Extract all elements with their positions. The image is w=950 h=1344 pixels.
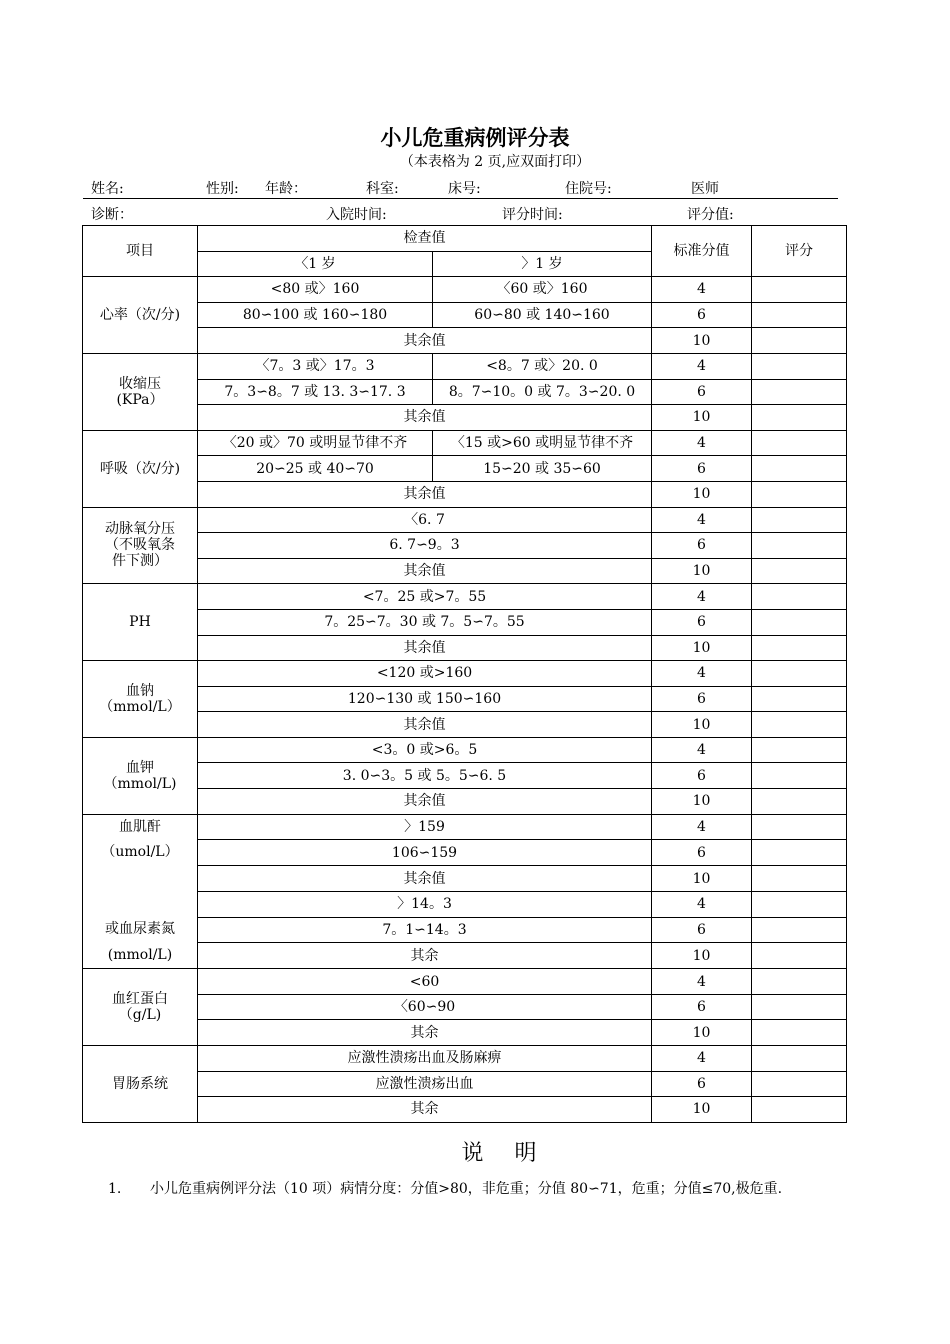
standard-score-cell: 6 (652, 1071, 752, 1097)
bed-number-label: 床号: (448, 181, 481, 197)
page-subtitle: （本表格为 2 页,应双面打印） (399, 154, 591, 170)
over-1-year-value-cell: 〈60 或〉160 (433, 277, 652, 303)
score-value-label: 评分值: (687, 207, 734, 223)
score-entry-cell[interactable] (752, 533, 847, 559)
over-1-year-value-cell: <8。7 或〉20. 0 (433, 353, 652, 379)
standard-score-cell: 4 (652, 507, 752, 533)
standard-score-cell: 10 (652, 328, 752, 354)
header-check: 检查值 (198, 226, 652, 252)
standard-score-cell: 4 (652, 737, 752, 763)
check-value-cell: 6. 7∽9。3 (198, 533, 652, 559)
table-row (83, 481, 847, 507)
check-value-cell: 106∽159 (198, 840, 652, 866)
department-label: 科室: (366, 181, 399, 197)
table-row (83, 814, 847, 840)
standard-score-cell: 6 (652, 686, 752, 712)
check-value-cell: <60 (198, 969, 652, 995)
item-label-cell: PH (83, 584, 198, 661)
check-value-cell: 120∽130 或 150∽160 (198, 686, 652, 712)
standard-score-cell: 6 (652, 609, 752, 635)
table-header-row (83, 226, 847, 252)
table-row (83, 737, 847, 763)
score-entry-cell[interactable] (752, 712, 847, 738)
table-row (83, 584, 847, 610)
check-value-cell: 〉159 (198, 814, 652, 840)
table-row (83, 891, 847, 917)
table-row (83, 328, 847, 354)
table-row (83, 405, 847, 431)
table-row (83, 917, 847, 943)
scoring-table (82, 225, 847, 1123)
header-under-1-year: 〈1 岁 (198, 251, 433, 277)
header-score: 评分 (752, 226, 847, 277)
score-entry-cell[interactable] (752, 379, 847, 405)
standard-score-cell: 6 (652, 917, 752, 943)
check-value-cell: 应激性溃疡出血 (198, 1071, 652, 1097)
score-entry-cell[interactable] (752, 558, 847, 584)
admission-time-label: 入院时间: (326, 207, 387, 223)
note-text: 小儿危重病例评分法（10 项）病情分度：分值>80，非危重；分值 80∽71，危重；分值≤70,极危重. (150, 1181, 783, 1197)
standard-score-cell: 4 (652, 584, 752, 610)
header-standard-score: 标准分值 (652, 226, 752, 277)
score-entry-cell[interactable] (752, 840, 847, 866)
check-value-cell: 应激性溃疡出血及肠麻痹 (198, 1046, 652, 1072)
score-entry-cell[interactable] (752, 353, 847, 379)
table-row (83, 763, 847, 789)
score-entry-cell[interactable] (752, 584, 847, 610)
score-entry-cell[interactable] (752, 994, 847, 1020)
check-value-cell: <120 或>160 (198, 661, 652, 687)
table-row (83, 558, 847, 584)
check-value-cell: 7。25∽7。30 或 7。5∽7。55 (198, 609, 652, 635)
standard-score-cell: 10 (652, 789, 752, 815)
score-entry-cell[interactable] (752, 1097, 847, 1123)
score-entry-cell[interactable] (752, 917, 847, 943)
item-label-cell: 血肌酐 （umol/L） 或血尿素氮 (mmol/L) (83, 814, 198, 969)
table-row (83, 840, 847, 866)
table-row (83, 994, 847, 1020)
score-entry-cell[interactable] (752, 507, 847, 533)
table-row (83, 789, 847, 815)
check-value-cell: 3. 0∽3。5 或 5。5∽6. 5 (198, 763, 652, 789)
standard-score-cell: 10 (652, 943, 752, 969)
check-value-cell: 其余 (198, 1097, 652, 1123)
standard-score-cell: 10 (652, 866, 752, 892)
check-value-cell: 其余 (198, 943, 652, 969)
score-entry-cell[interactable] (752, 763, 847, 789)
score-entry-cell[interactable] (752, 277, 847, 303)
under-1-year-value-cell: 20∽25 或 40∽70 (198, 456, 433, 482)
score-entry-cell[interactable] (752, 686, 847, 712)
check-value-cell: 〈60∽90 (198, 994, 652, 1020)
note-item (108, 1178, 782, 1198)
table-row (83, 712, 847, 738)
check-value-cell: <3。0 或>6。5 (198, 737, 652, 763)
table-row (83, 943, 847, 969)
standard-score-cell: 4 (652, 1046, 752, 1072)
check-value-cell: <7。25 或>7。55 (198, 584, 652, 610)
standard-score-cell: 10 (652, 635, 752, 661)
table-row (83, 456, 847, 482)
score-entry-cell[interactable] (752, 328, 847, 354)
table-row (83, 609, 847, 635)
standard-score-cell: 6 (652, 379, 752, 405)
score-entry-cell[interactable] (752, 891, 847, 917)
table-row (83, 661, 847, 687)
score-entry-cell[interactable] (752, 814, 847, 840)
score-entry-cell[interactable] (752, 866, 847, 892)
check-value-cell: 其余值 (198, 481, 652, 507)
check-value-cell: 〉14。3 (198, 891, 652, 917)
standard-score-cell: 10 (652, 1020, 752, 1046)
under-1-year-value-cell: 〈20 或〉70 或明显节律不齐 (198, 430, 433, 456)
check-value-cell: 其余值 (198, 789, 652, 815)
score-entry-cell[interactable] (752, 661, 847, 687)
header-item: 项目 (83, 226, 198, 277)
scoring-time-label: 评分时间: (502, 207, 563, 223)
standard-score-cell: 6 (652, 840, 752, 866)
table-row (83, 686, 847, 712)
item-label-cell: 血钠 （mmol/L） (83, 661, 198, 738)
over-1-year-value-cell: 60∽80 或 140∽160 (433, 302, 652, 328)
score-entry-cell[interactable] (752, 789, 847, 815)
score-entry-cell[interactable] (752, 456, 847, 482)
check-value-cell: 其余值 (198, 712, 652, 738)
check-value-cell: 7。1∽14。3 (198, 917, 652, 943)
score-entry-cell[interactable] (752, 481, 847, 507)
standard-score-cell: 10 (652, 1097, 752, 1123)
item-label-cell: 心率（次/分) (83, 277, 198, 354)
gender-label: 性别: (206, 181, 239, 197)
over-1-year-value-cell: 〈15 或>60 或明显节律不齐 (433, 430, 652, 456)
note-number: 1. (108, 1181, 122, 1197)
item-label-cell: 血钾 （mmol/L) (83, 737, 198, 814)
standard-score-cell: 10 (652, 712, 752, 738)
score-entry-cell[interactable] (752, 1020, 847, 1046)
info-divider (83, 198, 838, 199)
standard-score-cell: 6 (652, 994, 752, 1020)
table-row (83, 1097, 847, 1123)
standard-score-cell: 4 (652, 661, 752, 687)
standard-score-cell: 4 (652, 277, 752, 303)
score-entry-cell[interactable] (752, 1046, 847, 1072)
item-label-cell: 血红蛋白 （g/L) (83, 969, 198, 1046)
table-row (83, 353, 847, 379)
admission-no-label: 住院号: (565, 181, 612, 197)
score-entry-cell[interactable] (752, 405, 847, 431)
score-entry-cell[interactable] (752, 969, 847, 995)
check-value-cell: 〈6. 7 (198, 507, 652, 533)
table-row (83, 277, 847, 303)
table-row (83, 430, 847, 456)
diagnosis-label: 诊断： (91, 207, 133, 223)
table-row (83, 1046, 847, 1072)
score-entry-cell[interactable] (752, 1071, 847, 1097)
standard-score-cell: 6 (652, 533, 752, 559)
under-1-year-value-cell: 80∽100 或 160∽180 (198, 302, 433, 328)
standard-score-cell: 4 (652, 814, 752, 840)
standard-score-cell: 4 (652, 430, 752, 456)
table-row (83, 302, 847, 328)
table-row (83, 1071, 847, 1097)
standard-score-cell: 10 (652, 481, 752, 507)
standard-score-cell: 4 (652, 891, 752, 917)
standard-score-cell: 10 (652, 405, 752, 431)
physician-label: 医师 (691, 181, 719, 197)
score-entry-cell[interactable] (752, 609, 847, 635)
notes-title: 说 明 (461, 1141, 549, 1166)
check-value-cell: 其余值 (198, 558, 652, 584)
under-1-year-value-cell: 〈7。3 或〉17。3 (198, 353, 433, 379)
table-row (83, 1020, 847, 1046)
check-value-cell: 其余值 (198, 866, 652, 892)
item-label-cell: 呼吸（次/分) (83, 430, 198, 507)
name-label: 姓名: (91, 181, 124, 197)
under-1-year-value-cell: 7。3∽8。7 或 13. 3∽17. 3 (198, 379, 433, 405)
over-1-year-value-cell: 8。7∽10。0 或 7。3∽20. 0 (433, 379, 652, 405)
standard-score-cell: 4 (652, 353, 752, 379)
standard-score-cell: 4 (652, 969, 752, 995)
check-value-cell: 其余值 (198, 405, 652, 431)
table-row (83, 635, 847, 661)
score-entry-cell[interactable] (752, 737, 847, 763)
check-value-cell: 其余 (198, 1020, 652, 1046)
standard-score-cell: 10 (652, 558, 752, 584)
page-title: 小儿危重病例评分表 (380, 125, 570, 150)
table-row (83, 533, 847, 559)
table-row (83, 507, 847, 533)
item-label-cell: 动脉氧分压 （不吸氧条 件下测） (83, 507, 198, 584)
score-entry-cell[interactable] (752, 302, 847, 328)
score-entry-cell[interactable] (752, 430, 847, 456)
standard-score-cell: 6 (652, 456, 752, 482)
item-label-cell: 收缩压 (KPa） (83, 353, 198, 430)
score-entry-cell[interactable] (752, 943, 847, 969)
item-label-cell: 胃肠系统 (83, 1046, 198, 1123)
header-over-1-year: 〉1 岁 (433, 251, 652, 277)
check-value-cell: 其余值 (198, 635, 652, 661)
check-value-cell: 其余值 (198, 328, 652, 354)
age-label: 年龄： (265, 181, 307, 197)
table-row (83, 379, 847, 405)
standard-score-cell: 6 (652, 302, 752, 328)
standard-score-cell: 6 (652, 763, 752, 789)
over-1-year-value-cell: 15∽20 或 35∽60 (433, 456, 652, 482)
table-row (83, 866, 847, 892)
score-entry-cell[interactable] (752, 635, 847, 661)
table-row (83, 969, 847, 995)
under-1-year-value-cell: <80 或〉160 (198, 277, 433, 303)
